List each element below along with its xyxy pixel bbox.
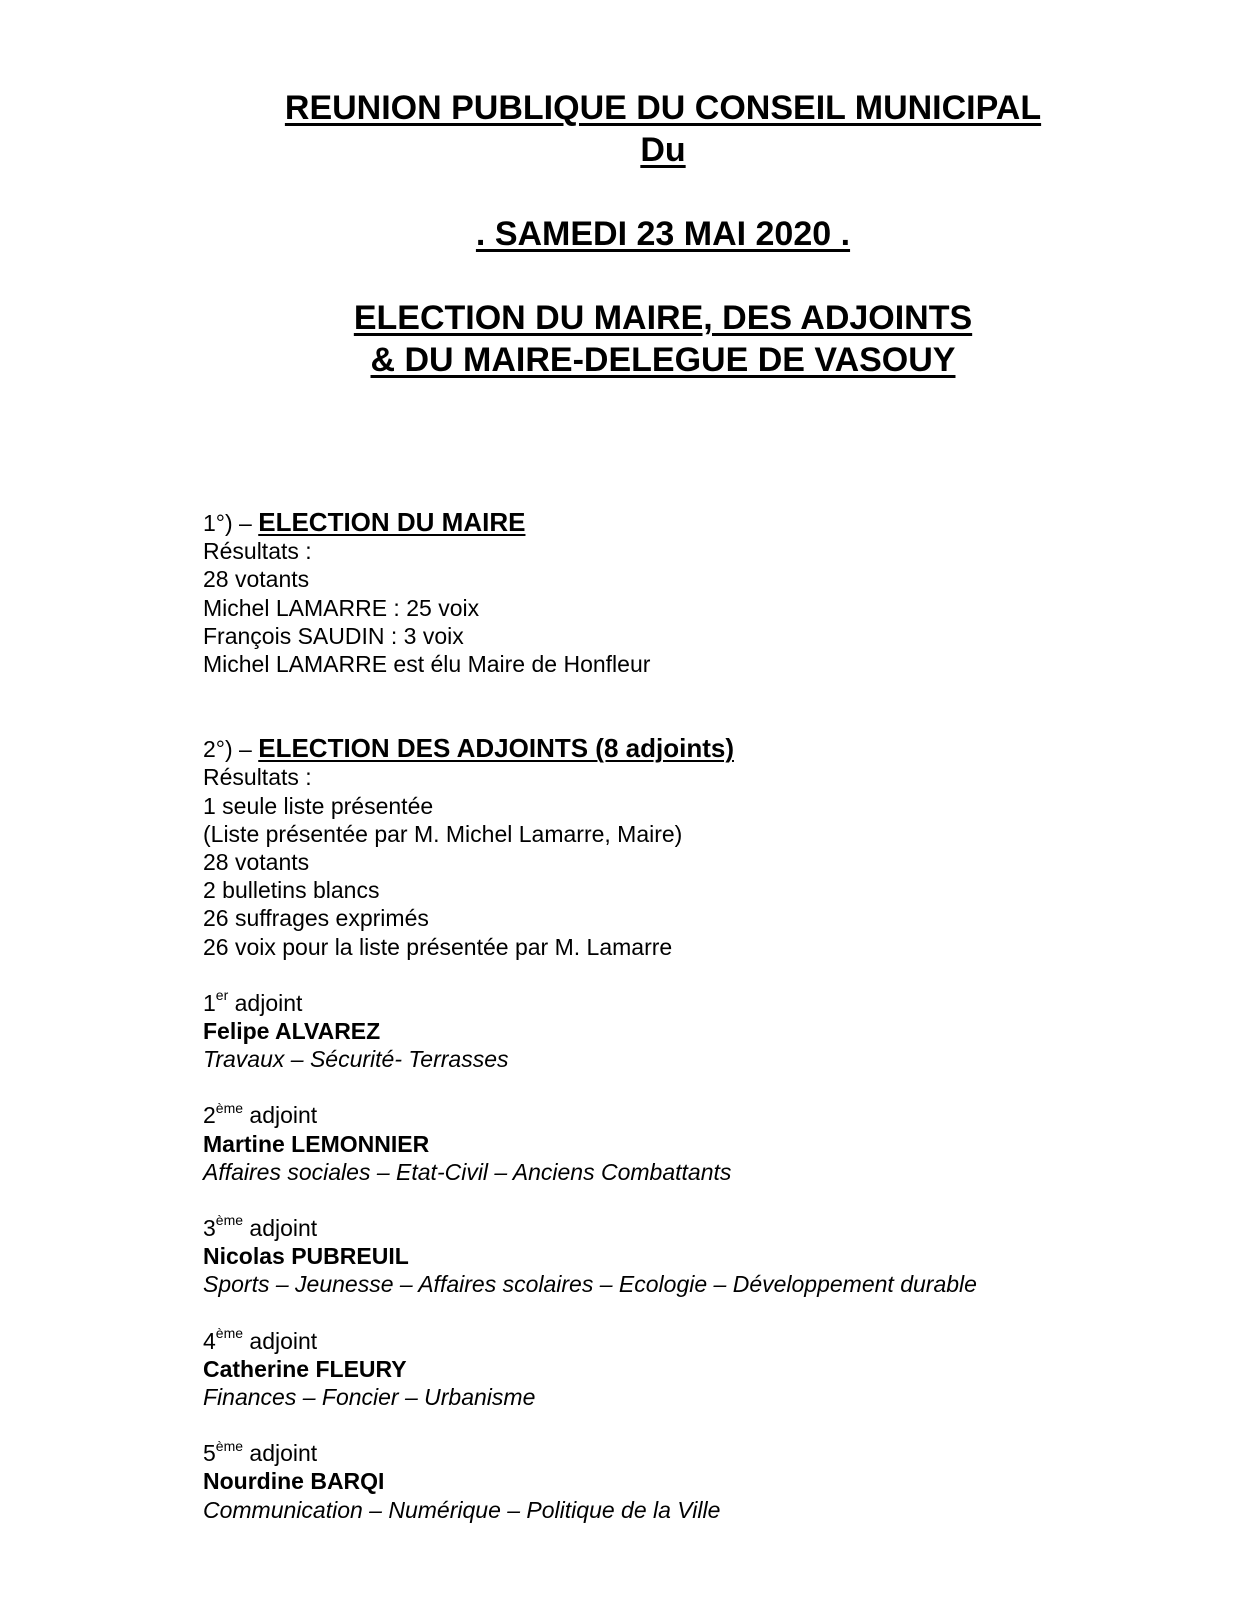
result-line: 26 voix pour la liste présentée par M. Lamarre [203,933,673,960]
adjoint-rank: 1er adjoint [203,987,303,1016]
section-heading [203,508,1163,537]
section-election-adjoints [203,734,1163,961]
section-election-maire [203,508,1163,678]
result-line: 28 votants [203,566,310,593]
election-heading-line1: ELECTION DU MAIRE, DES ADJOINTS [353,299,973,337]
adjoint-entry [203,1327,1163,1412]
document-title-du: Du [640,131,686,169]
adjoint-rank: 5ème adjoint [203,1437,318,1467]
adjoint-entry [203,1101,1163,1186]
adjoint-roles: Affaires sociales – Etat-Civil – Anciens Combattants [203,1158,732,1185]
adjoint-name: Martine LEMONNIER [203,1130,430,1157]
document-body [203,508,1163,1524]
adjoint-name: Nicolas PUBREUIL [203,1243,409,1270]
adjoint-name: Nourdine BARQI [203,1468,385,1495]
result-line: Résultats : [203,538,312,565]
adjoint-entry [203,1439,1163,1524]
result-line: Michel LAMARRE est élu Maire de Honfleur [203,651,651,678]
result-line: 1 seule liste présentée [203,792,434,819]
result-line: Michel LAMARRE : 25 voix [203,594,480,621]
adjoint-name: Felipe ALVAREZ [203,1018,381,1045]
adjoint-name: Catherine FLEURY [203,1355,407,1382]
section-heading [203,734,1163,763]
adjoint-rank: 4ème adjoint [203,1325,318,1354]
section-title: ELECTION DES ADJOINTS (8 adjoints) [258,733,734,764]
adjoint-roles: Finances – Foncier – Urbanisme [203,1384,536,1411]
result-line: Résultats : [203,764,312,791]
adjoint-roles: Sports – Jeunesse – Affaires scolaires – Ecologie – Développement durable [203,1271,977,1298]
adjoint-roles: Communication – Numérique – Politique de la Ville [203,1496,721,1523]
result-line: 28 votants [203,849,310,876]
adjoint-rank: 3ème adjoint [203,1212,318,1242]
result-line: (Liste présentée par M. Michel Lamarre, Maire) [203,820,683,847]
adjoint-roles: Travaux – Sécurité- Terrasses [203,1046,509,1073]
section-number: 1°) – [203,510,259,536]
election-heading-line2: & DU MAIRE-DELEGUE DE VASOUY [370,341,956,379]
document-title: REUNION PUBLIQUE DU CONSEIL MUNICIPAL [284,89,1042,127]
meeting-date: . SAMEDI 23 MAI 2020 . [475,215,851,253]
result-line: François SAUDIN : 3 voix [203,622,464,649]
result-line: 26 suffrages exprimés [203,905,429,932]
adjoint-rank: 2ème adjoint [203,1099,318,1129]
section-title: ELECTION DU MAIRE [258,507,526,537]
adjoint-entry [203,989,1163,1074]
adjoint-entry [203,1214,1163,1299]
section-number: 2°) – [203,736,259,763]
result-line: 2 bulletins blancs [203,877,380,904]
